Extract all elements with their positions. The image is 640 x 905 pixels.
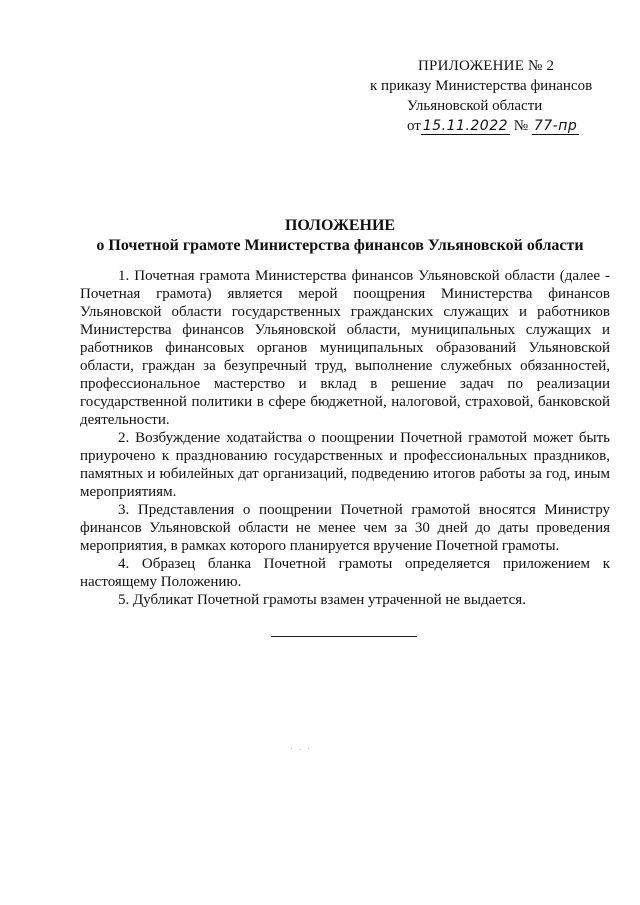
- attachment-date-line: [407, 116, 620, 136]
- handwritten-date: 15.11.2022: [422, 118, 509, 134]
- document-title: [60, 216, 620, 256]
- title-line-1: ПОЛОЖЕНИЕ: [284, 217, 396, 234]
- paragraph-2: 2. Возбуждение ходатайства о поощрении Почетной грамотой может быть приурочено к празднованию государственных и профессиональных праздников, памятных и юбилейных дат организаций, подведению итогов работы за год, иным мероприятиям.: [80, 430, 610, 500]
- paragraph-1: 1. Почетная грамота Министерства финансов Ульяновской области (далее - Почетная грамота) является мерой поощрения Министерства финансов Ульяновской области государственных гражданских служащих и работников Министерства финансов Ульяновской области, муниципальных служащих и работников финансовых органов муниципальных образований Ульяновской области, граждан за безупречный труд, выполнение служебных обязанностей, профессиональное мастерство и вклад в решение задач по реализации государственной политики в сфере бюджетной, налоговой, страховой, банковской деятельности.: [80, 268, 610, 428]
- attachment-order-line: к приказу Министерства финансов: [370, 78, 593, 94]
- number-sign: №: [513, 118, 529, 134]
- attachment-block: [370, 56, 620, 136]
- attachment-label: ПРИЛОЖЕНИЕ № 2: [418, 58, 555, 74]
- scan-speck: [308, 748, 309, 749]
- document-body: [80, 267, 610, 609]
- title-line-2: о Почетной грамоте Министерства финансов Ульяновской области: [96, 237, 584, 254]
- paragraph-3: 3. Представления о поощрении Почетной грамотой вносятся Министру финансов Ульяновской области не менее чем за 30 дней до даты проведения мероприятия, в рамках которого планируется вручение Почетной грамоты.: [80, 502, 610, 554]
- closing-rule: [271, 636, 417, 637]
- paragraph-4: 4. Образец бланка Почетной грамоты определяется приложением к настоящему Положению.: [80, 556, 610, 590]
- scan-specks: [291, 748, 311, 750]
- attachment-region-line: Ульяновской области: [407, 98, 543, 114]
- scan-speck: [300, 749, 301, 750]
- attachment-from-prefix: от: [407, 118, 421, 134]
- paragraph-5: 5. Дубликат Почетной грамоты взамен утраченной не выдается.: [118, 592, 526, 608]
- handwritten-number: 77-пр: [533, 118, 578, 134]
- scan-speck: [291, 748, 292, 749]
